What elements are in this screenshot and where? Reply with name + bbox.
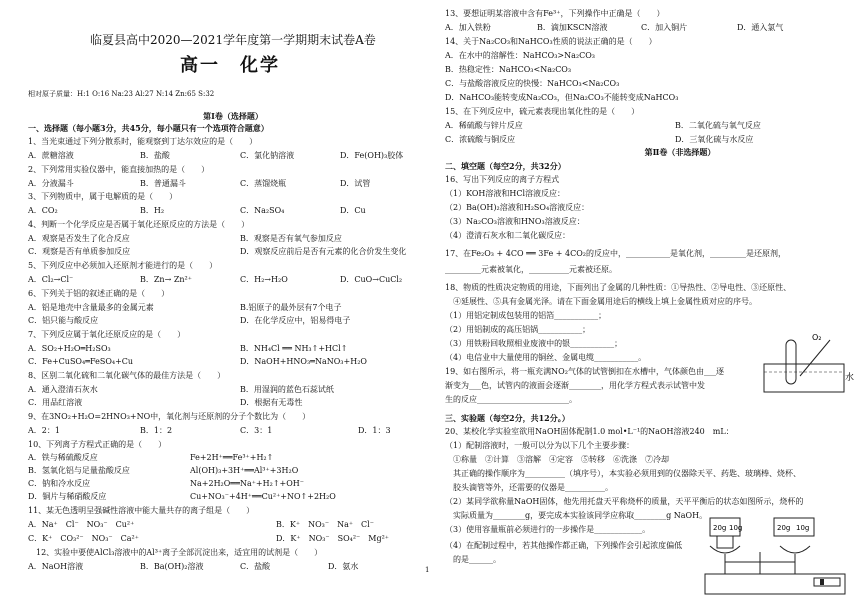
q19-line-2: 生的反应_______________________。 bbox=[445, 395, 577, 404]
q10-option-b-eq: Al(OH)₃+3H⁺══Al³⁺+3H₂O bbox=[190, 466, 299, 475]
q20-line-1: （1）配制溶液时，一般可以分为以下几个主要步骤： bbox=[445, 441, 635, 450]
q4-stem: 4、判断一个化学反应是否属于氧化还原反应的方法是（ ） bbox=[28, 220, 250, 229]
weight-label-2: 10g bbox=[729, 524, 743, 532]
q1-option-c: C．氯化钠溶液 bbox=[240, 151, 295, 160]
q1-option-a: A．蔗糖溶液 bbox=[28, 151, 74, 160]
test-tube bbox=[786, 340, 796, 384]
q11-option-d: D．K⁺ NO₃⁻ SO₄²⁻ Mg²⁺ bbox=[276, 534, 390, 543]
q11-option-c: C．K⁺ CO₃²⁻ NO₃⁻ Ca²⁺ bbox=[28, 534, 139, 543]
q5-option-d: D．CuO→CuCl₂ bbox=[340, 275, 403, 284]
q18-line-3: （2）用铝制成的高压铝锅___________； bbox=[445, 325, 591, 334]
rider-scale bbox=[814, 578, 840, 586]
section1-title: 第Ⅰ卷（选择题） bbox=[203, 111, 263, 121]
q15-option-c: C．浓硫酸与铜反应 bbox=[445, 135, 516, 144]
q20-line-6: 实际质量为________g，要完成本实验该同学应称取________g NaOH。 bbox=[453, 511, 708, 520]
q4-option-d: D．观察反应前后是否有元素的化合价发生变化 bbox=[240, 247, 407, 256]
q11-option-a: A．Na⁺ Cl⁻ NO₃⁻ Cu²⁺ bbox=[28, 520, 135, 529]
q3-option-a: A．CO₂ bbox=[28, 206, 58, 215]
q3-option-d: D．Cu bbox=[340, 206, 366, 215]
q16-line-0: 16、写出下列反应的离子方程式 bbox=[445, 175, 560, 184]
q13-option-d: D．通入氯气 bbox=[737, 23, 784, 32]
q7-option-b: B．NH₄Cl ══ NH₃↑+HCl↑ bbox=[240, 344, 348, 353]
q12-option-d: D．氨水 bbox=[328, 562, 359, 571]
q10-option-d-eq: Cu+NO₃⁻+4H⁺══Cu²⁺+NO↑+2H₂O bbox=[190, 492, 336, 501]
q18-line-5: （4）电信业中大量使用的铜丝、金属电缆___________。 bbox=[445, 353, 647, 362]
q10-option-d: D．铜片与稀硝酸反应 bbox=[28, 492, 107, 501]
q6-option-d: D．在化学反应中，铝易得电子 bbox=[240, 316, 351, 325]
q13-stem: 13、要想证明某溶液中含有Fe³⁺，下列操作中正确是（ ） bbox=[445, 9, 665, 18]
q14-option-d: D．NaHCO₃能转变成Na₂CO₃，但Na₂CO₃不能转变成NaHCO₃ bbox=[445, 93, 679, 102]
q19-line-1: 渐变为___色，试管内的液面会逐渐________，用化学方程式表示试管中发 bbox=[445, 381, 705, 390]
q7-option-c: C．Fe+CuSO₄═FeSO₄+Cu bbox=[28, 357, 134, 366]
q16-line-2: （2）Ba(OH)₂溶液和H₂SO₄溶液反应： bbox=[445, 203, 590, 212]
q9-option-c: C．3：1 bbox=[240, 426, 273, 435]
atomic-mass: 相对原子质量：H:1 O:16 Na:23 Al:27 N:14 Zn:65 S:32 bbox=[28, 90, 215, 98]
q13-option-b: B．滴加KSCN溶液 bbox=[537, 23, 608, 32]
q14-option-b: B．热稳定性：NaHCO₃<Na₂CO₃ bbox=[445, 65, 572, 74]
q12-option-c: C．盐酸 bbox=[240, 562, 271, 571]
q20-line-8: （4）在配制过程中，若其他操作都正确，下列操作会引起浓度偏低 bbox=[445, 541, 683, 550]
q14-stem: 14、关于Na₂CO₃和NaHCO₃性质的说法正确的是（ ） bbox=[445, 37, 657, 46]
q15-stem: 15、在下列反应中，硫元素表现出氧化性的是（ ） bbox=[445, 107, 640, 116]
q11-stem: 11、某无色透明呈强碱性溶液中能大量共存的离子组是（ ） bbox=[28, 506, 255, 515]
q9-option-a: A．2：1 bbox=[28, 426, 60, 435]
q20-line-7: （3）使用容量瓶前必须进行的一步操作是____________。 bbox=[445, 525, 651, 534]
q9-option-b: B．1：2 bbox=[140, 426, 173, 435]
q20-line-0: 20、某校化学实验室欲用NaOH固体配制1.0 mol•L⁻¹的NaOH溶液240 mL： bbox=[445, 427, 734, 436]
q12-stem: 12、实验中要使AlCl₃溶液中的Al³⁺离子全部沉淀出来，适宜用的试剂是（ ） bbox=[36, 548, 323, 557]
gas-label: O₂ bbox=[812, 333, 822, 342]
q18-line-2: （1）用铝定制成包装用的铝箔___________； bbox=[445, 311, 607, 320]
q5-option-a: A．Cl₂→Cl⁻ bbox=[28, 275, 74, 284]
q12-option-a: A．NaOH溶液 bbox=[28, 562, 84, 571]
water-label: 水 bbox=[845, 373, 855, 383]
balance-figure bbox=[700, 512, 850, 604]
q15-option-d: D．三氧化硫与水反应 bbox=[675, 135, 754, 144]
q9-stem: 9、在3NO₂+H₂O=2HNO₃+NO中，氧化剂与还原剂的分子个数比为（ ） bbox=[28, 412, 311, 421]
q17-line-0: 17、在Fe₂O₃ + 4CO ══ 3Fe + 4CO₂的反应中，___________是氧化剂，_________是还原剂， bbox=[445, 249, 786, 258]
q14-option-c: C．与盐酸溶液反应的快慢：NaHCO₃<Na₂CO₃ bbox=[445, 79, 620, 88]
right-pan bbox=[780, 546, 810, 553]
q2-option-a: A．分液漏斗 bbox=[28, 179, 74, 188]
q6-option-c: C．铝只能与酸反应 bbox=[28, 316, 99, 325]
weight-label-3: 20g bbox=[777, 524, 791, 532]
q10-option-c-eq: Na+2H₂O══Na⁺+H₂↑+OH⁻ bbox=[190, 479, 304, 488]
q16-line-4: （4）澄清石灰水和二氧化碳反应： bbox=[445, 231, 571, 240]
q2-option-b: B．普通漏斗 bbox=[140, 179, 186, 188]
q8-stem: 8、区别二氧化硫和二氧化碳气体的最佳方法是（ ） bbox=[28, 371, 226, 380]
q10-option-a-eq: Fe+2H⁺══Fe³⁺+H₂↑ bbox=[190, 453, 274, 462]
weight-label-1: 20g bbox=[713, 524, 727, 532]
q2-stem: 2、下列常用实验仪器中，能直接加热的是（ ） bbox=[28, 165, 210, 174]
q5-option-b: B．Zn→ Zn²⁺ bbox=[140, 275, 192, 284]
q7-stem: 7、下列反应属于氧化还原反应的是（ ） bbox=[28, 330, 186, 339]
q8-option-d: D．根据有无毒性 bbox=[240, 398, 303, 407]
q13-option-a: A．加入铁粉 bbox=[445, 23, 491, 32]
q2-option-c: C．蒸馏烧瓶 bbox=[240, 179, 287, 188]
q20-line-9: 的是______。 bbox=[453, 555, 501, 564]
exam-title: 临夏县高中2020—2021学年度第一学期期末试卷A卷 bbox=[90, 33, 376, 47]
q4-option-c: C．观察是否有单质参加反应 bbox=[28, 247, 131, 256]
q7-option-d: D．NaOH+HNO₃═NaNO₃+H₂O bbox=[240, 357, 367, 366]
water-trough bbox=[764, 364, 844, 392]
q1-stem: 1、当光束通过下列分散系时，能观察到丁达尔效应的是（ ） bbox=[28, 137, 258, 146]
q17-line-1: _________元素被氧化，__________元素被还原。 bbox=[445, 265, 617, 274]
q20-line-5: （2）某同学欲称量NaOH固体，他先用托盘天平称烧杯的质量，天平平衡后的状态如图所示，烧杯的 bbox=[445, 497, 804, 506]
section1-heading: 一、选择题（每小题3分，共45分，每小题只有一个选项符合题意） bbox=[28, 123, 269, 133]
q16-line-1: （1）KOH溶液和HCl溶液反应： bbox=[445, 189, 566, 198]
q1-option-b: B．盐酸 bbox=[140, 151, 170, 160]
q8-option-c: C．用品红溶液 bbox=[28, 398, 83, 407]
q3-option-b: B．H₂ bbox=[140, 206, 165, 215]
exp-heading: 三、实验题（每空2分，共12分。） bbox=[445, 413, 570, 423]
q12-option-b: B．Ba(OH)₂溶液 bbox=[140, 562, 204, 571]
q6-option-b: B.铝原子的最外层有7个电子 bbox=[240, 303, 342, 312]
q15-option-b: B．二氧化硫与氧气反应 bbox=[675, 121, 761, 130]
q20-line-4: 胶头滴管等外，还需要的仪器是__________。 bbox=[453, 483, 613, 492]
q5-stem: 5、下列反应中必须加入还原剂才能进行的是（ ） bbox=[28, 261, 218, 270]
page-number: 1 bbox=[425, 566, 430, 574]
q14-option-a: A．在水中的溶解性：NaHCO₃>Na₂CO₃ bbox=[445, 51, 595, 60]
gas-tube bbox=[800, 340, 830, 376]
q6-stem: 6、下列关于铝的叙述正确的是（ ） bbox=[28, 289, 170, 298]
q8-option-b: B．用湿润的蓝色石蕊试纸 bbox=[240, 385, 334, 394]
beaker bbox=[717, 536, 733, 548]
q10-stem: 10、下列离子方程式正确的是（ ） bbox=[28, 440, 167, 449]
q7-option-a: A．SO₂+H₂O═H₂SO₃ bbox=[28, 344, 111, 353]
q18-line-4: （3）用铁粉回收照相业废液中的银___________； bbox=[445, 339, 623, 348]
section2-title: 第Ⅱ卷（非选择题） bbox=[644, 147, 716, 157]
test-tube-figure bbox=[760, 330, 855, 400]
q16-line-3: （3）Na₂CO₃溶液和HNO₃溶液反应： bbox=[445, 217, 585, 226]
q20-line-3: 其正确的操作顺序为__________（填序号），本实验必须用到的仪器除天平、药匙、玻璃棒、烧杯、 bbox=[453, 469, 801, 478]
q9-option-d: D．1：3 bbox=[358, 426, 391, 435]
q4-option-a: A．观察是否发生了化合反应 bbox=[28, 234, 130, 243]
q10-option-b: B．氢氧化铝与足量盐酸反应 bbox=[28, 466, 130, 475]
q10-option-a: A．铁与稀硫酸反应 bbox=[28, 453, 98, 462]
q2-option-d: D．试管 bbox=[340, 179, 371, 188]
q11-option-b: B．K⁺ NO₃⁻ Na⁺ Cl⁻ bbox=[276, 520, 374, 529]
q13-option-c: C．加入铜片 bbox=[641, 23, 688, 32]
q8-option-a: A．通入澄清石灰水 bbox=[28, 385, 98, 394]
fill-heading: 二、填空题（每空2分，共32分） bbox=[445, 161, 566, 171]
q5-option-c: C．H₂→H₂O bbox=[240, 275, 288, 284]
q1-option-d: D．Fe(OH)₃胶体 bbox=[340, 151, 404, 160]
q3-stem: 3、下列物质中，属于电解质的是（ ） bbox=[28, 192, 178, 201]
subject-title: 高一 化学 bbox=[180, 55, 280, 76]
q6-option-a: A．铝是地壳中含量最多的金属元素 bbox=[28, 303, 154, 312]
weight-label-4: 10g bbox=[796, 524, 810, 532]
q20-line-2: ①称量 ②计算 ③溶解 ④定容 ⑤转移 ⑥洗涤 ⑦冷却 bbox=[453, 455, 669, 464]
rider bbox=[820, 579, 824, 585]
q10-option-c: C．钠和冷水反应 bbox=[28, 479, 91, 488]
q15-option-a: A．稀硫酸与锌片反应 bbox=[445, 121, 523, 130]
q4-option-b: B．观察是否有氧气参加反应 bbox=[240, 234, 342, 243]
q19-line-0: 19、如右图所示，将一瓶充满NO₂气体的试管倒扣在水槽中，气体颜色由___逐 bbox=[445, 367, 724, 376]
q18-line-1: ④延展性、⑤具有金属光泽。请在下面金属用途后的横线上填上金属性质对应的序号。 bbox=[453, 297, 757, 306]
q3-option-c: C．Na₂SO₄ bbox=[240, 206, 285, 215]
q18-line-0: 18、物质的性质决定物质的用途，下面列出了金属的几种性质：①导热性、②导电性、③还原性、 bbox=[445, 283, 792, 292]
left-pan bbox=[710, 546, 740, 553]
